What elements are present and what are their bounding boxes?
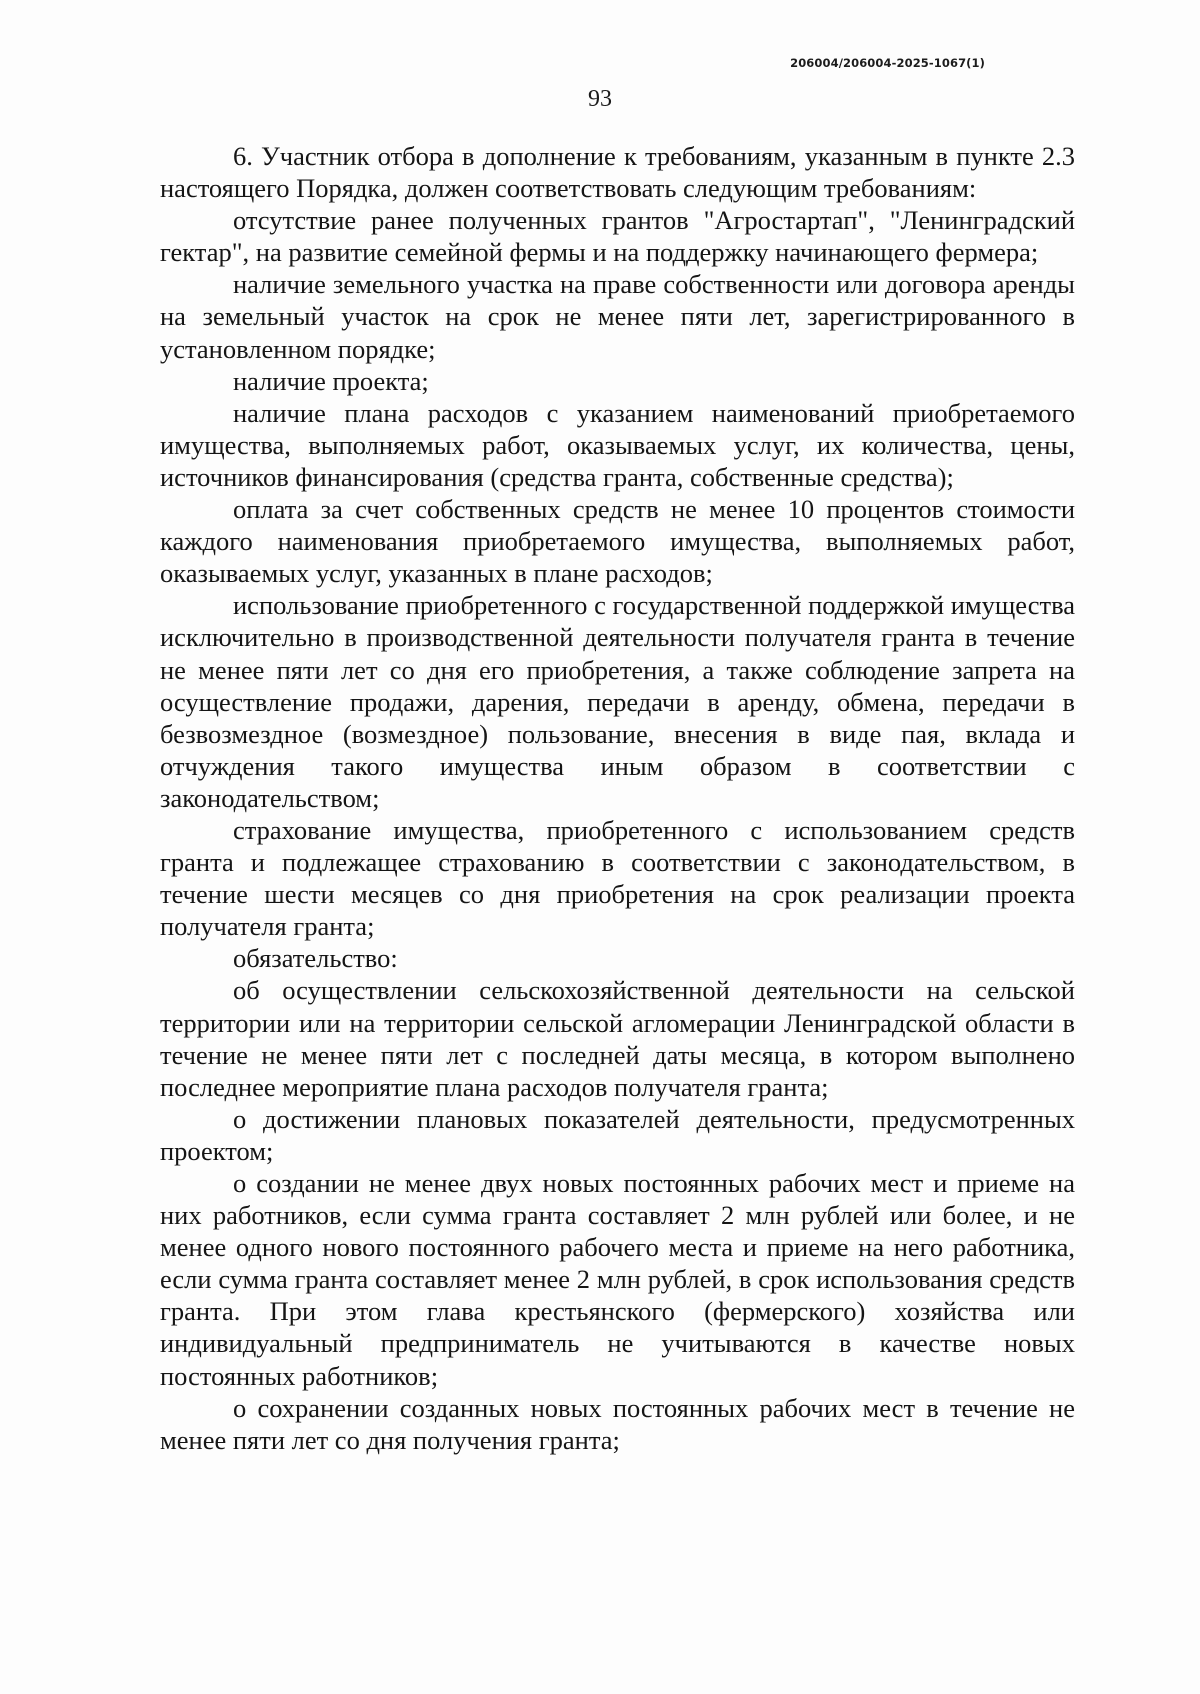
paragraph-job-retention: о сохранении созданных новых постоянных рабочих мест в течение не менее пяти лет со дня получения гранта;: [160, 1392, 1075, 1455]
page-number: 93: [588, 86, 612, 112]
paragraph-planned-indicators: о достижении плановых показателей деятельности, предусмотренных проектом;: [160, 1103, 1075, 1166]
paragraph-new-jobs: о создании не менее двух новых постоянных рабочих мест и приеме на них работников, если сумма гранта составляет 2 млн рублей или более, и не менее одного нового постоянного рабочего места и приеме на него работника, если сумма гранта составляет менее 2 млн рублей, в срок использования средств гранта. При этом глава крестьянского (фермерского) хозяйства или индивидуальный предприниматель не учитываются в качестве новых постоянных работников;: [160, 1168, 1075, 1391]
paragraph-no-previous-grants: отсутствие ранее полученных грантов "Агростартап", "Ленинградский гектар", на развитие семейной фермы и на поддержку начинающего фермера;: [160, 205, 1075, 268]
paragraph-own-funds: оплата за счет собственных средств не менее 10 процентов стоимости каждого наименования приобретаемого имущества, выполняемых работ, оказываемых услуг, указанных в плане расходов;: [160, 494, 1075, 589]
document-body: [160, 140, 1075, 1456]
paragraph-expense-plan: наличие плана расходов с указанием наименований приобретаемого имущества, выполняемых работ, оказываемых услуг, их количества, цены, источников финансирования (средства гранта, собственные средства);: [160, 397, 1075, 492]
paragraph-property-use: использование приобретенного с государственной поддержкой имущества исключительно в производственной деятельности получателя гранта в течение не менее пяти лет со дня его приобретения, а также соблюдение запрета на осуществление продажи, дарения, передачи в аренду, обмена, передачи в безвозмездное (возмездное) пользование, внесения в виде пая, вклада и отчуждения такого имущества иным образом в соответствии с законодательством;: [160, 590, 1075, 813]
paragraph-agricultural-activity: об осуществлении сельскохозяйственной деятельности на сельской территории или на территории сельской агломерации Ленинградской области в течение не менее пяти лет с последней даты месяца, в котором выполнено последнее мероприятие плана расходов получателя гранта;: [160, 975, 1075, 1102]
paragraph-obligation: обязательство:: [233, 943, 398, 974]
paragraph-land-plot: наличие земельного участка на праве собственности или договора аренды на земельный участок на срок не менее пяти лет, зарегистрированного в установленном порядке;: [160, 269, 1075, 364]
paragraph-requirements-intro: 6. Участник отбора в дополнение к требованиям, указанным в пункте 2.3 настоящего Порядка, должен соответствовать следующим требованиям:: [160, 141, 1075, 204]
document-id: 206004/206004-2025-1067(1): [790, 56, 985, 70]
paragraph-insurance: страхование имущества, приобретенного с использованием средств гранта и подлежащее страхованию в соответствии с законодательством, в течение шести месяцев со дня приобретения на срок реализации проекта получателя гранта;: [160, 814, 1075, 942]
paragraph-project: наличие проекта;: [233, 365, 429, 396]
